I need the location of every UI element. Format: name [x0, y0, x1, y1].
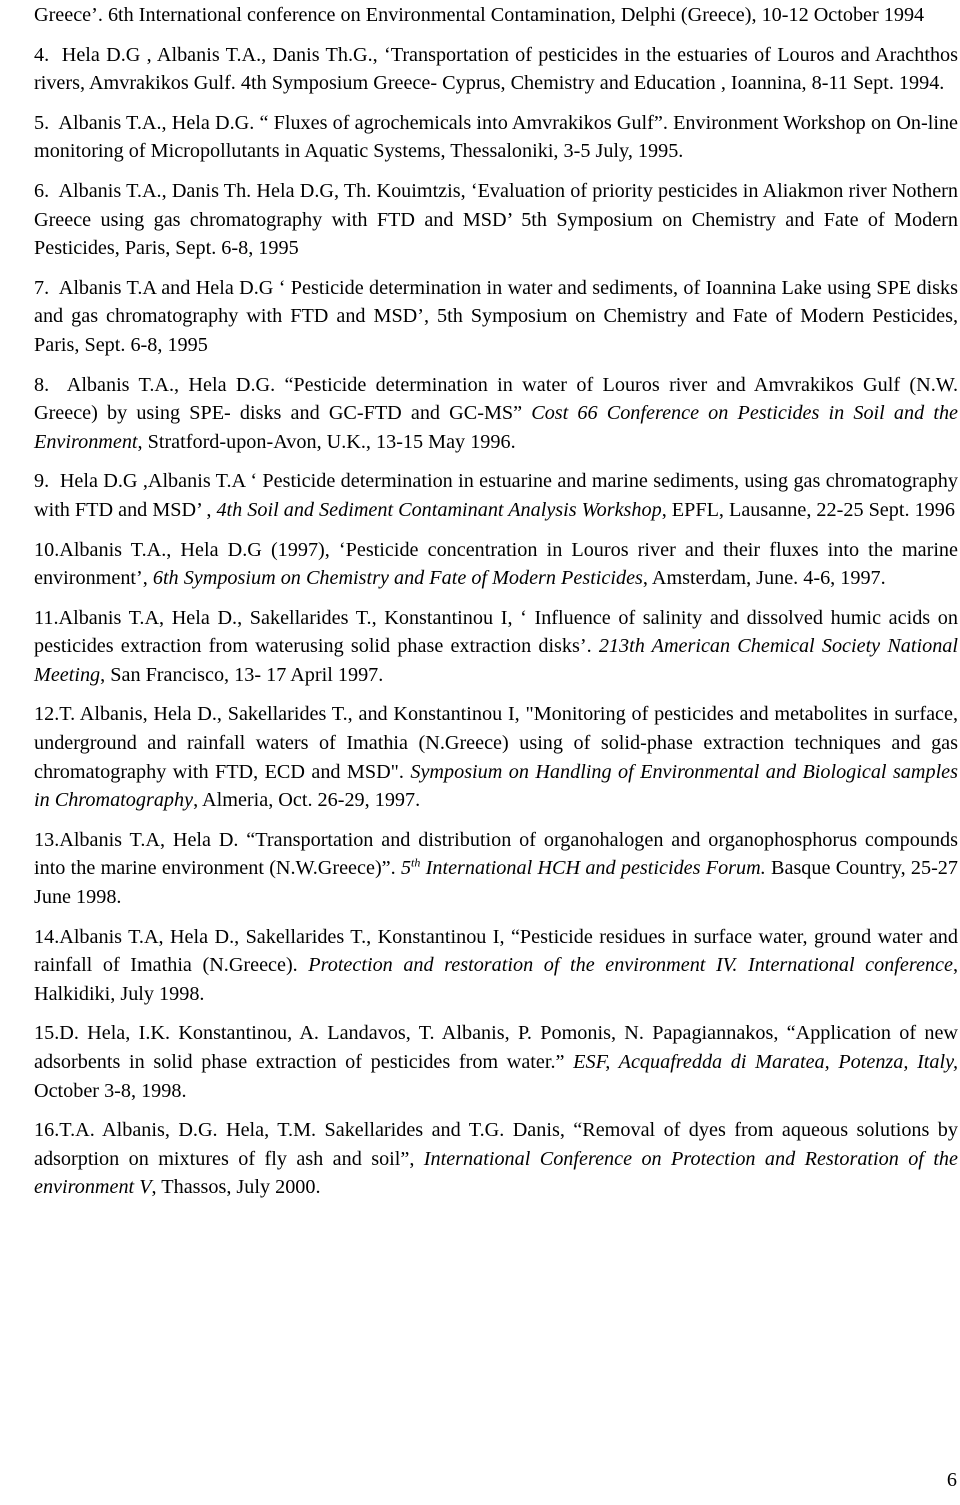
- continuation-text: Greece’. 6th International conference on Environmental Contamination, Delphi (Greece), 10-12 October 1994: [34, 4, 925, 26]
- item-venue: ESF, Acquafredda di Maratea, Potenza, Italy,: [573, 1051, 958, 1073]
- list-item: [34, 274, 958, 360]
- document-body: [34, 0, 958, 1202]
- item-number: 11.: [34, 606, 59, 629]
- list-item: [34, 536, 958, 593]
- item-number: 9.: [34, 470, 50, 493]
- item-venue: Symposium on Handling of Environmental and Biological samples in Chromatography: [34, 760, 958, 812]
- item-number: 15.: [34, 1022, 60, 1045]
- item-venue: International HCH and pesticides Forum.: [420, 857, 766, 880]
- list-item: [34, 1116, 958, 1202]
- list-item: [34, 109, 958, 166]
- item-text: Albanis T.A., Danis Th. Hela D.G, Th. Kouimtzis, ‘Evaluation of priority pesticides in Aliakmon river Nothern Greece using gas chromatography with FTD and MSD’ 5th Symposium on Chemistry and Fate of Modern Pesticides, Paris, Sept. 6-8, 1995: [34, 179, 958, 260]
- item-number: 13.: [34, 828, 60, 851]
- item-text: T.A. Albanis, D.G. Hela, T.M. Sakellarides and T.G. Danis, “Removal of dyes from aqueous solutions by adsorption on mixtures of fly ash and soil”,: [34, 1119, 958, 1170]
- item-text: Albanis T.A, Hela D., Sakellarides T., Konstantinou I, ‘ Influence of salinity and dissolved humic acids on pesticides extraction from waterusing solid phase extraction disks’.: [34, 606, 958, 658]
- item-details: , San Francisco, 13- 17 April 1997.: [100, 663, 384, 686]
- item-venue: Protection and restoration of the environment IV. International conference: [308, 954, 953, 977]
- item-text: Hela D.G ,Albanis T.A ‘ Pesticide determination in estuarine and marine sediments, using gas chromatography with FTD and MSD’ ,: [34, 470, 958, 521]
- page-number: 6: [946, 1469, 957, 1491]
- item-text: Albanis T.A., Hela D.G. “ Fluxes of agrochemicals into Amvrakikos Gulf”. Environment Workshop on On-line monitoring of Micropollutants in Aquatic Systems, Thessaloniki, 3-5 July, 1995.: [34, 111, 959, 163]
- item-number: 12.: [34, 703, 60, 726]
- item-text: D. Hela, I.K. Konstantinou, A. Landavos, T. Albanis, P. Pomonis, N. Papagiannakos, “Application of new adsorbents in solid phase extraction of pesticides from water.”: [34, 1022, 958, 1073]
- list-item: [34, 371, 958, 457]
- item-venue: International Conference on Protection and Restoration of the environment V: [34, 1147, 958, 1199]
- item-text: Albanis T.A, Hela D., Sakellarides T., Konstantinou I, “Pesticide residues in surface water, ground water and rainfall of Imathia (N.Greece).: [34, 925, 958, 977]
- item-details: October 3-8, 1998.: [34, 1079, 187, 1102]
- list-item: [34, 41, 958, 98]
- item-text: T. Albanis, Hela D., Sakellarides T., and Konstantinou I, "Monitoring of pesticides and metabolites in surface, underground and rainfall waters of Imathia (N.Greece) using of solid-phase extraction techniques and gas chromatography with FTD, ECD and MSD".: [34, 703, 958, 783]
- item-details: , Amsterdam, June. 4-6, 1997.: [642, 567, 886, 590]
- item-venue: Cost 66 Conference on Pesticides in Soil and the Environment: [34, 402, 958, 453]
- list-item: [34, 826, 958, 912]
- item-number: 6.: [34, 179, 50, 202]
- ordinal-suffix: th: [411, 855, 421, 870]
- item-details: , EPFL, Lausanne, 22-25 Sept. 1996: [661, 498, 955, 521]
- item-number: 10.: [34, 538, 60, 561]
- item-venue: 213th American Chemical Society National Meeting: [34, 635, 958, 686]
- continuation-paragraph: [34, 1, 958, 30]
- item-text: Albanis T.A, Hela D. “Transportation and distribution of organohalogen and organophosphorus compounds into the marine environment (N.W.Greece)”.: [34, 828, 958, 880]
- item-details: , Almeria, Oct. 26-29, 1997.: [193, 789, 421, 812]
- item-number: 8.: [34, 373, 50, 396]
- list-item: [34, 177, 958, 263]
- item-text: Albanis T.A., Hela D.G (1997), ‘Pesticide concentration in Louros river and their fluxes into the marine environment’,: [34, 538, 958, 590]
- list-item: [34, 1019, 958, 1105]
- item-text: Albanis T.A and Hela D.G ‘ Pesticide determination in water and sediments, of Ioannina Lake using SPE disks and gas chromatography with FTD and MSD’, 5th Symposium on Chemistry and Fate of Modern Pesticides, Paris, Sept. 6-8, 1995: [34, 276, 958, 356]
- item-venue: 4th Soil and Sediment Contaminant Analysis Workshop: [216, 498, 662, 521]
- item-details: , Halkidiki, July 1998.: [34, 954, 958, 1005]
- item-text: Hela D.G , Albanis T.A., Danis Th.G., ‘Transportation of pesticides in the estuaries of Louros and Arachthos rivers, Amvrakikos Gulf. 4th Symposium Greece- Cyprus, Chemistry and Education , Ioannina, 8-11 Sept. 1994.: [34, 43, 958, 95]
- list-item: [34, 467, 958, 524]
- item-details: , Stratford-upon-Avon, U.K., 13-15 May 1996.: [137, 430, 516, 453]
- list-item: [34, 923, 958, 1009]
- list-item: [34, 700, 958, 814]
- item-details: , Thassos, July 2000.: [151, 1176, 321, 1199]
- item-number: 4.: [34, 43, 50, 66]
- item-number: 5.: [34, 111, 50, 134]
- item-number: 16.: [34, 1119, 60, 1142]
- list-item: [34, 604, 958, 690]
- item-venue: 6th Symposium on Chemistry and Fate of Modern Pesticides: [152, 567, 643, 590]
- item-number: 7.: [34, 276, 50, 299]
- item-number: 14.: [34, 925, 60, 948]
- item-venue-number: 5: [400, 857, 412, 880]
- item-details: Basque Country, 25-27 June 1998.: [34, 857, 958, 909]
- item-text: Albanis T.A., Hela D.G. “Pesticide determination in water of Louros river and Amvrakikos Gulf (N.W. Greece) by using SPE- disks and GC-FTD and GC-MS”: [34, 373, 959, 425]
